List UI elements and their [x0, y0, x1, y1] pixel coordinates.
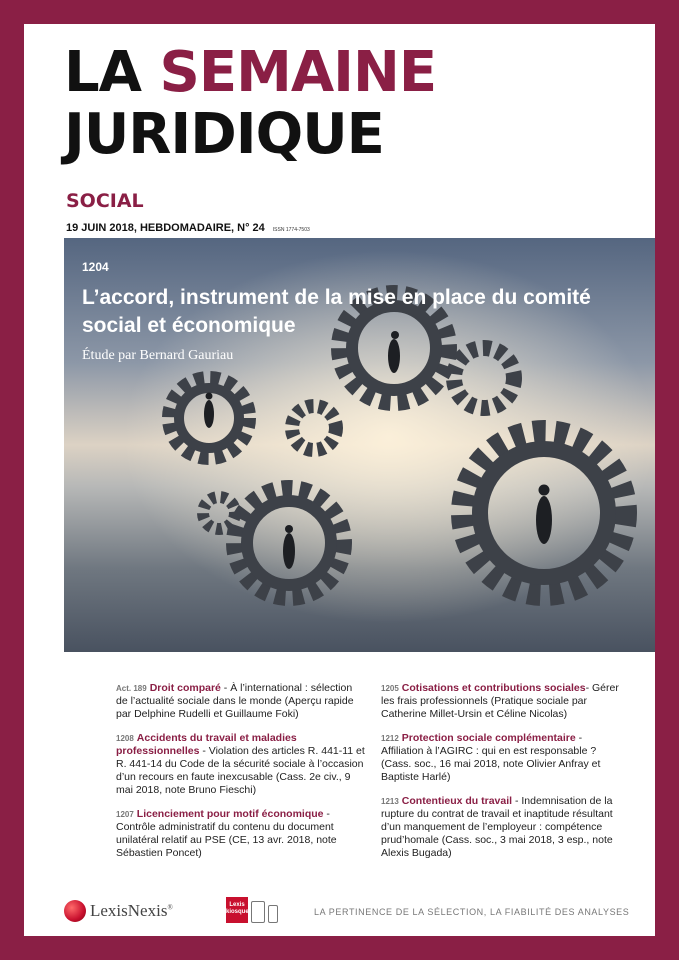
entry-ref: Act. 189 — [116, 684, 147, 693]
entry-heading: Cotisations et contributions sociales — [401, 682, 586, 694]
kiosque-line1: Lexis — [229, 902, 245, 908]
cover-story-title: L’accord, instrument de la mise en place du comité social et économique — [82, 286, 591, 337]
entry-ref: 1207 — [116, 810, 134, 819]
summary-entry[interactable] — [116, 682, 366, 721]
issue-info — [66, 222, 310, 234]
entry-text: - Gérer les frais professionnels (Pratique sociale par Catherine Millet-Ursin et Céline Nicolas) — [381, 682, 619, 720]
figure-1-head — [206, 393, 213, 400]
kiosque-badge — [226, 897, 248, 923]
title-juridique: JURIDIQUE — [64, 102, 384, 167]
summary-entry[interactable] — [116, 808, 366, 860]
summary-entry[interactable] — [116, 732, 366, 797]
globe-logo-icon — [64, 900, 86, 922]
publisher-name — [90, 901, 173, 921]
entry-ref: 1213 — [381, 797, 399, 806]
entry-heading: Contentieux du travail — [401, 795, 513, 807]
cover-page — [24, 24, 655, 936]
cover-illustration — [64, 238, 655, 652]
entry-ref: 1212 — [381, 734, 399, 743]
summary-entry[interactable] — [381, 795, 626, 860]
phone-icon — [268, 905, 278, 923]
tablet-icon — [251, 901, 265, 923]
registered-mark: ® — [167, 903, 173, 912]
figure-4 — [283, 533, 295, 569]
entry-heading: Accidents du travail et maladies professionnelles — [116, 732, 297, 757]
summary-entry[interactable] — [381, 732, 626, 784]
masthead-title — [64, 42, 436, 166]
tagline: LA PERTINENCE DE LA SÉLECTION, LA FIABILITÉ DES ANALYSES — [314, 907, 630, 917]
summary-column-right — [381, 682, 626, 871]
entry-text: - À l’international : sélection de l’actualité sociale dans le monde (Aperçu rapide par Delphine Rudelli et Guillaume Foki) — [116, 682, 354, 720]
entry-ref: 1205 — [381, 684, 399, 693]
entry-heading: Protection sociale complémentaire — [401, 732, 576, 744]
figure-2 — [388, 339, 400, 373]
entry-text: - Affiliation à l’AGIRC : qui en est responsable ? (Cass. soc., 16 mai 2018, note Olivier Anfray et Baptiste Harlé) — [381, 732, 601, 783]
figure-4-head — [285, 525, 293, 533]
entry-text: - Contrôle administratif du contenu du document unilatéral relatif au PSE (CE, 13 avr. 2018, note Sébastien Poncet) — [116, 808, 337, 859]
title-semaine: SEMAINE — [159, 40, 437, 105]
figure-3 — [536, 496, 552, 544]
cover-story-author: Étude par Bernard Gauriau — [82, 348, 234, 363]
kiosque-line2: kiosque — [226, 909, 249, 915]
section-name: SOCIAL — [66, 190, 144, 212]
lexis-kiosque-logo[interactable] — [226, 897, 278, 923]
entry-heading: Licenciement pour motif économique — [136, 808, 324, 820]
figure-3-head — [539, 485, 550, 496]
figure-1 — [204, 400, 214, 428]
entry-text: - Violation des articles R. 441-11 et R. 441-14 du Code de la sécurité sociale à l’occasion d’un recours en faute inexcusable (Cass. 2e civ., 9 mai 2018, note Bruno Fieschi) — [116, 745, 365, 796]
entry-ref: 1208 — [116, 734, 134, 743]
issn: ISSN 1774-7503 — [272, 227, 310, 233]
summary-column-left — [116, 682, 366, 871]
entry-text: - Indemnisation de la rupture du contrat de travail et inaptitude résultant d’un manquement de l’employeur : compétence prud’homale (Cass. soc., 3 mai 2018, 3 esp., note Alexis Bugada) — [381, 795, 613, 859]
cover-story-number: 1204 — [82, 260, 109, 274]
entry-heading: Droit comparé — [149, 682, 221, 694]
publisher-name-text: LexisNexis — [90, 901, 168, 920]
issue-date: 19 JUIN 2018, HEBDOMADAIRE, N° 24 — [66, 222, 265, 234]
summary-entry[interactable] — [381, 682, 626, 721]
publisher-logo[interactable] — [64, 898, 173, 924]
title-la: LA — [64, 40, 160, 105]
